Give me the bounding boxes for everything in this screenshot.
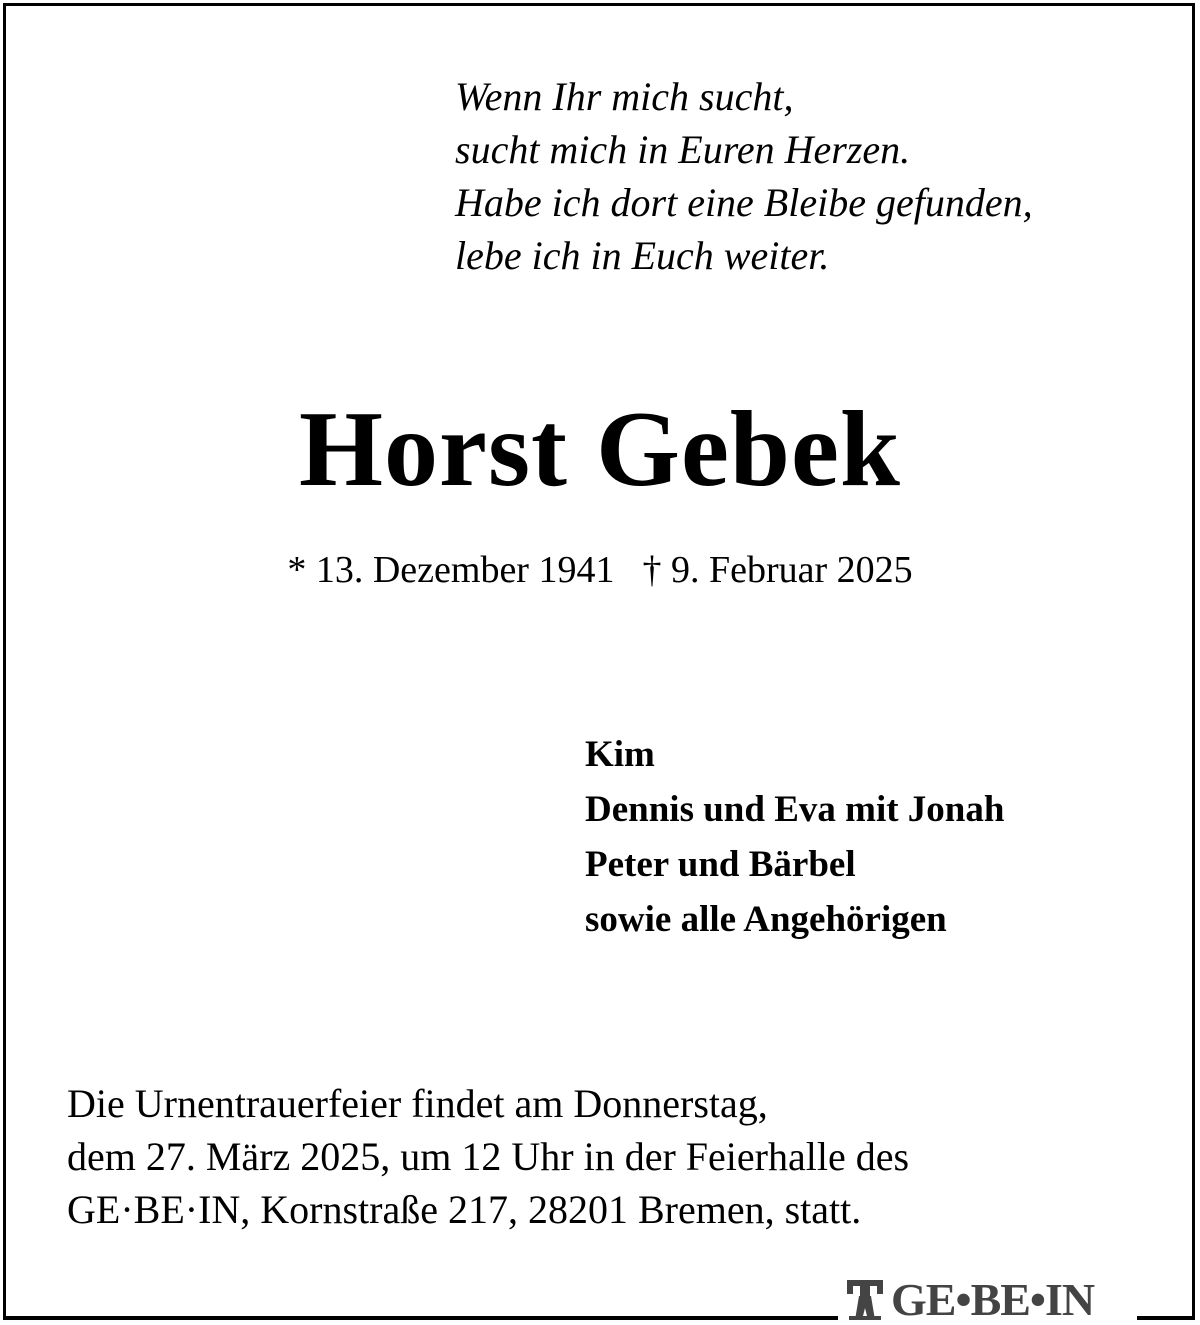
memorial-poem	[455, 70, 1155, 282]
death-date: † 9. Februar 2025	[642, 549, 913, 591]
poem-line: Wenn Ihr mich sucht,	[455, 74, 794, 119]
deceased-name: Horst Gebek	[299, 390, 901, 509]
birth-date: * 13. Dezember 1941	[287, 549, 615, 591]
poem-line: lebe ich in Euch weiter.	[455, 233, 830, 278]
life-dates	[0, 545, 1200, 595]
ceremony-line: dem 27. März 2025, um 12 Uhr in der Feierhalle des	[67, 1134, 910, 1179]
gebein-logo	[845, 1276, 1133, 1324]
mourner-entry: sowie alle Angehörigen	[585, 899, 947, 940]
ceremony-notice	[67, 1077, 1167, 1236]
mourners-list	[585, 727, 1185, 947]
mourner-entry: Peter und Bärbel	[585, 844, 856, 885]
frame-bottom-rule-left	[3, 1316, 838, 1320]
mourner-entry: Kim	[585, 734, 655, 775]
mourner-entry: Dennis und Eva mit Jonah	[585, 789, 1005, 830]
gebein-emblem-icon	[845, 1278, 885, 1322]
ceremony-line: GE·BE·IN, Kornstraße 217, 28201 Bremen, statt.	[67, 1187, 862, 1232]
ceremony-line: Die Urnentrauerfeier findet am Donnerstag,	[67, 1081, 768, 1126]
poem-line: Habe ich dort eine Bleibe gefunden,	[455, 180, 1033, 225]
logo-text: GE•BE•IN	[891, 1274, 1095, 1325]
frame-bottom-rule-right	[1137, 1316, 1195, 1320]
poem-line: sucht mich in Euren Herzen.	[455, 127, 911, 172]
